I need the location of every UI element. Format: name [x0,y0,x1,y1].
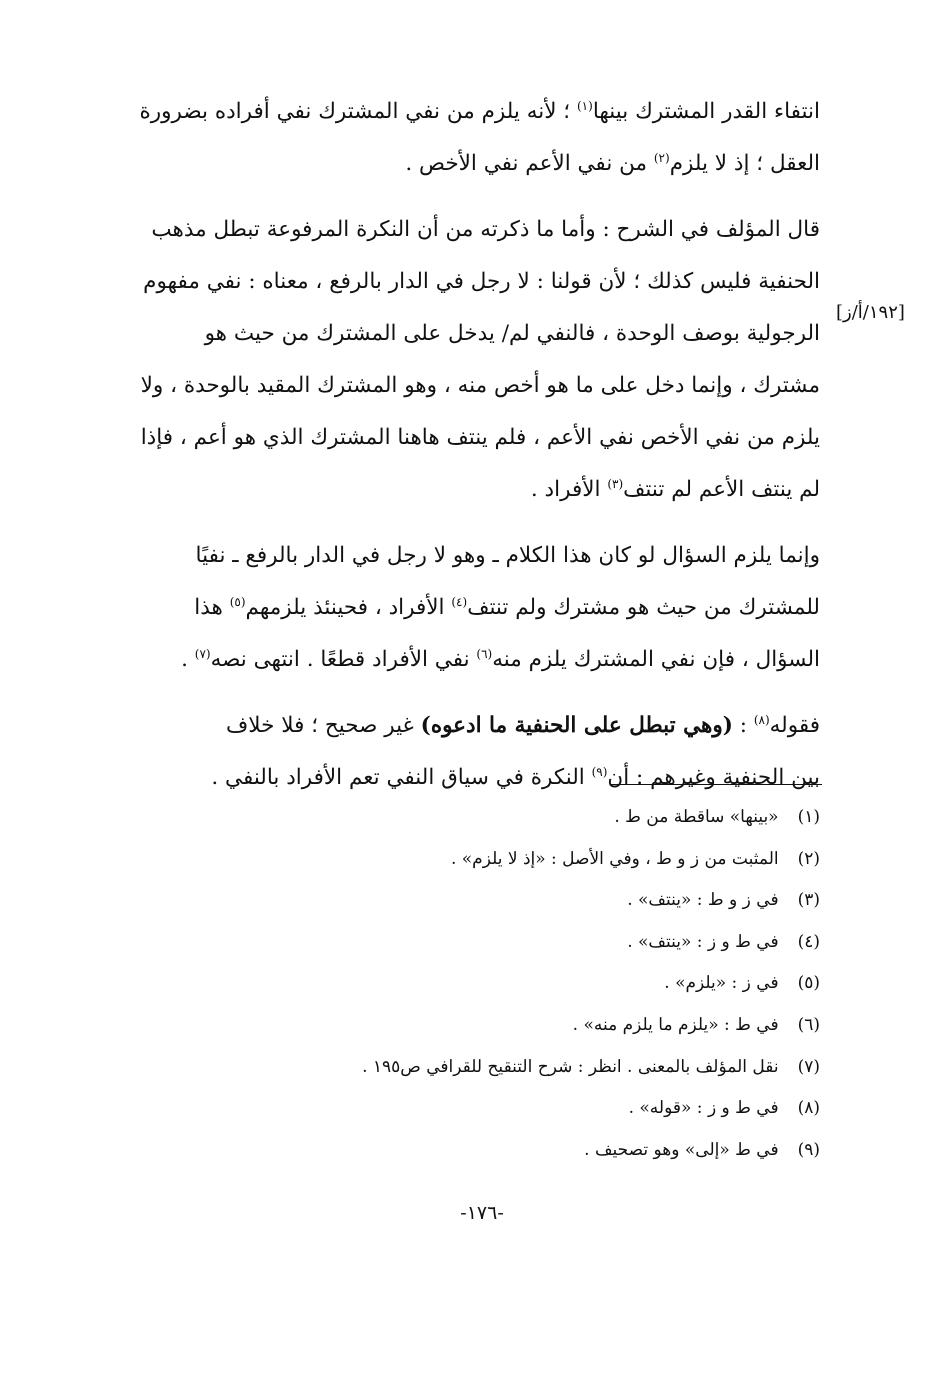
text-run: بين الحنفية وغيرهم : أن [607,765,820,790]
text-run: : [732,713,754,738]
text-line [110,412,820,464]
footnote-number: (٣) [797,890,820,911]
paragraph-1 [110,86,820,190]
footnote-item [200,1006,820,1048]
footnotes [200,798,820,1172]
text-line [110,360,820,412]
footnote-item [200,881,820,923]
text-run: العقل ؛ إذ لا يلزم [669,151,820,176]
footnote-item [200,1048,820,1090]
footnote-ref[interactable]: (٦) [476,646,493,661]
text-run: يلزم من نفي الأخص نفي الأعم ، فلم ينتف هاهنا المشترك الذي هو أعم ، فإذا [140,425,820,450]
text-run: فقوله [769,713,820,738]
footnote-ref[interactable]: (٤) [451,594,468,609]
footnote-ref[interactable]: (٣) [607,476,624,491]
text-line [110,700,820,752]
text-run: الرجولية بوصف الوحدة ، فالنفي لم/ يدخل على المشترك من حيث هو [204,321,820,346]
text-line [110,256,820,308]
footnote-ref[interactable]: (٩) [591,764,608,779]
footnote-text: «بينها» ساقطة من ط . [614,807,779,827]
footnote-ref[interactable]: (٧) [194,646,211,661]
footnote-item [200,798,820,840]
footnote-text: في ط : «يلزم ما يلزم منه» . [572,1014,779,1035]
footnote-item [200,1131,820,1173]
text-run: . [181,647,195,672]
footnote-ref[interactable]: (٨) [753,712,770,727]
footnote-text: نقل المؤلف بالمعنى . انظر : شرح التنقيح للقرافي ص١٩٥ . [362,1056,779,1077]
text-line [110,308,820,360]
footnote-text: في ز : «يلزم» . [664,973,779,994]
text-run: غير صحيح ؛ فلا خلاف [226,713,421,738]
text-run: النكرة في سياق النفي تعم الأفراد بالنفي . [211,765,592,790]
text-line [110,464,820,516]
text-run: هذا [194,595,230,620]
text-run: للمشترك من حيث هو مشترك ولم تنتف [467,595,820,620]
footnote-separator [610,784,822,785]
text-run: مشترك ، وإنما دخل على ما هو أخص منه ، وهو المشترك المقيد بالوحدة ، ولا [140,373,820,398]
footnote-number: (٤) [797,931,820,952]
footnote-ref[interactable]: (٥) [229,594,246,609]
footnote-item [200,1089,820,1131]
text-line [110,204,820,256]
text-line [110,634,820,686]
text-line [110,530,820,582]
text-run: الأفراد . [530,477,608,502]
footnote-item [200,964,820,1006]
text-run: وإنما يلزم السؤال لو كان هذا الكلام ـ وهو لا رجل في الدار بالرفع ـ نفيًا [195,543,820,568]
footnote-item [200,923,820,965]
text-run: لم ينتف الأعم لم تنتف [623,477,820,502]
footnote-text: في ط و ز : «ينتف» . [627,931,779,952]
main-text [110,86,820,818]
footnote-number: (١) [797,807,820,827]
footnote-text: في ط و ز : «قوله» . [628,1098,779,1119]
footnote-number: (٨) [797,1098,820,1119]
footnote-ref[interactable]: (٢) [653,150,670,165]
text-line [110,138,820,190]
text-line [110,752,820,804]
text-run: الحنفية فليس كذلك ؛ لأن قولنا : لا رجل في الدار بالرفع ، معناه : نفي مفهوم [143,269,820,294]
text-run: السؤال ، فإن نفي المشترك يلزم منه [492,647,820,672]
manuscript-folio-note: [١٩٢/أ/ز] [836,302,905,323]
text-run: الأفراد ، فحينئذ يلزمهم [245,595,452,620]
footnote-text: في ز و ط : «ينتف» . [627,890,779,911]
text-line [110,86,820,138]
text-line [110,582,820,634]
quoted-matn-text: (وهي تبطل على الحنفية ما ادعوه) [420,713,733,738]
text-run: انتفاء القدر المشترك بينها [592,99,820,124]
text-run: قال المؤلف في الشرح : وأما ما ذكرته من أن النكرة المرفوعة تبطل مذهب [151,217,820,242]
footnote-item [200,840,820,882]
paragraph-4 [110,700,820,804]
text-run: ؛ لأنه يلزم من نفي المشترك نفي أفراده بضرورة [139,99,577,124]
footnote-number: (٧) [797,1056,820,1077]
footnote-ref[interactable]: (١) [576,98,593,113]
footnote-number: (٦) [797,1014,820,1035]
footnote-number: (٥) [797,973,820,994]
text-run: نفي الأفراد قطعًا . انتهى نصه [210,647,477,672]
paragraph-3 [110,530,820,686]
footnote-number: (٢) [797,848,820,869]
paragraph-2 [110,204,820,516]
footnote-number: (٩) [797,1139,820,1160]
page-number: -١٧٦- [460,1202,504,1224]
text-run: من نفي الأعم نفي الأخص . [405,151,654,176]
footnote-text: في ط «إلى» وهو تصحيف . [584,1139,779,1160]
footnote-text: المثبت من ز و ط ، وفي الأصل : «إذ لا يلزم» . [450,848,779,869]
